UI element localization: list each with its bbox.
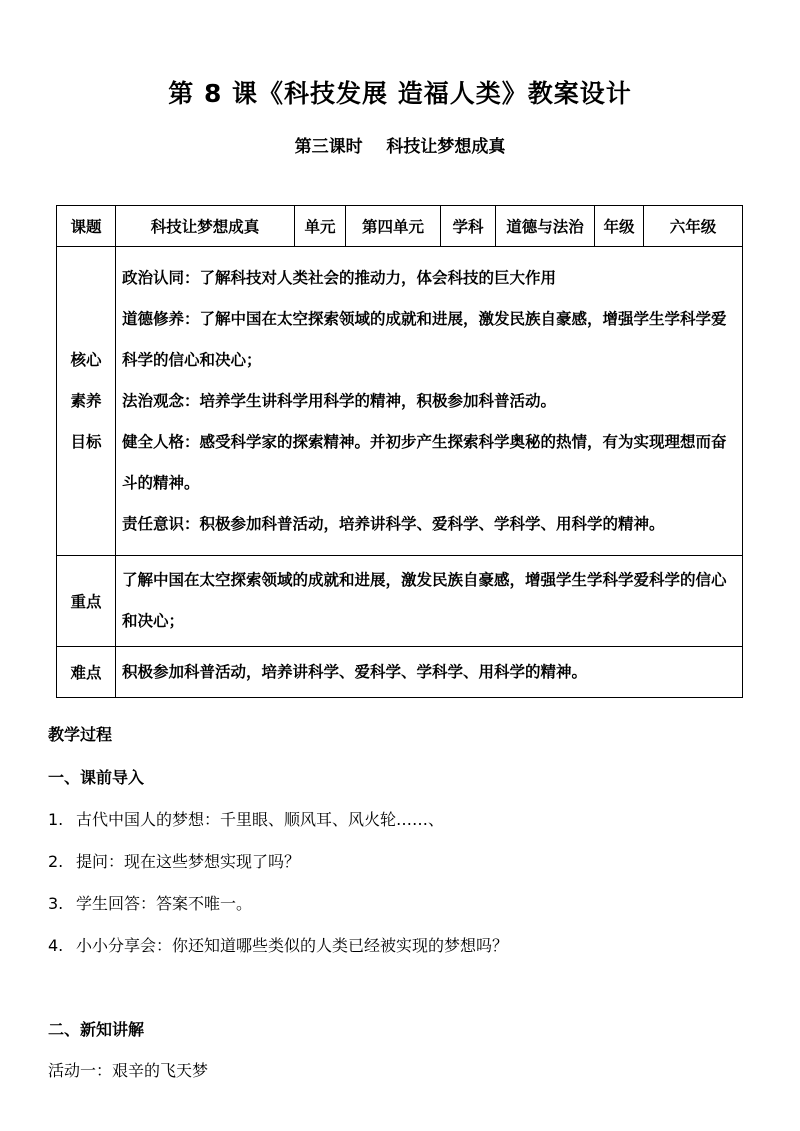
subject-value: 道德与法治	[496, 206, 595, 247]
process-heading: 教学过程	[48, 725, 113, 744]
key-point-content	[116, 556, 743, 647]
list-number: 2.	[48, 852, 64, 871]
document-title: 第 8 课《科技发展 造福人类》教案设计	[168, 79, 632, 108]
unit-value: 第四单元	[346, 206, 441, 247]
lesson-plan-table	[56, 205, 743, 698]
part1-heading: 一、课前导入	[48, 768, 145, 787]
core-goals-label	[57, 247, 116, 556]
list-number: 4.	[48, 936, 64, 955]
difficulty-text: 积极参加科普活动，培养讲科学、爱科学、学科学、用科学的精神。	[122, 662, 588, 681]
core-goal-responsibility: 责任意识：积极参加科普活动，培养讲科学、爱科学、学科学、用科学的精神。	[122, 514, 665, 533]
core-label-line: 目标	[70, 432, 102, 451]
list-number: 3.	[48, 894, 64, 913]
list-number: 1.	[48, 810, 64, 829]
core-goals-content	[116, 247, 743, 556]
list-item	[48, 891, 252, 914]
list-item	[48, 849, 300, 872]
key-point-row	[57, 556, 743, 647]
core-label-line: 核心	[70, 350, 102, 369]
grade-value: 六年级	[644, 206, 743, 247]
part2-heading: 二、新知讲解	[48, 1020, 145, 1039]
activity-one-label: 活动一：艰辛的飞天梦	[48, 1061, 209, 1080]
core-goal-law: 法治观念：培养学生讲科学用科学的精神，积极参加科普活动。	[122, 391, 557, 410]
core-goal-personality: 健全人格：感受科学家的探索精神。并初步产生探索科学奥秘的热情，有为实现理想而奋斗的精神。	[122, 432, 727, 492]
difficulty-label: 难点	[57, 647, 116, 698]
topic-label: 课题	[57, 206, 116, 247]
table-header-row	[57, 206, 743, 247]
difficulty-row	[57, 647, 743, 698]
list-item	[48, 807, 444, 830]
core-goals-row	[57, 247, 743, 556]
core-goal-moral: 道德修养：了解中国在太空探索领域的成就和进展，激发民族自豪感，增强学生学科学爱科学的信心和决心；	[122, 309, 727, 369]
topic-value: 科技让梦想成真	[116, 206, 295, 247]
list-text: 学生回答：答案不唯一。	[76, 894, 253, 913]
list-text: 小小分享会：你还知道哪些类似的人类已经被实现的梦想吗？	[76, 936, 509, 955]
list-text: 古代中国人的梦想：千里眼、顺风耳、风火轮……、	[76, 810, 445, 829]
subject-label: 学科	[441, 206, 496, 247]
unit-label: 单元	[295, 206, 346, 247]
key-point-label: 重点	[57, 556, 116, 647]
key-point-text: 了解中国在太空探索领域的成就和进展，激发民族自豪感，增强学生学科学爱科学的信心和决心；	[122, 571, 727, 630]
core-goal-political: 政治认同：了解科技对人类社会的推动力，体会科技的巨大作用	[122, 268, 557, 287]
difficulty-content	[116, 647, 743, 698]
core-label-line: 素养	[70, 391, 102, 410]
list-item	[48, 933, 508, 956]
document-subtitle: 第三课时 科技让梦想成真	[294, 137, 506, 157]
grade-label: 年级	[595, 206, 644, 247]
list-text: 提问：现在这些梦想实现了吗？	[76, 852, 301, 871]
